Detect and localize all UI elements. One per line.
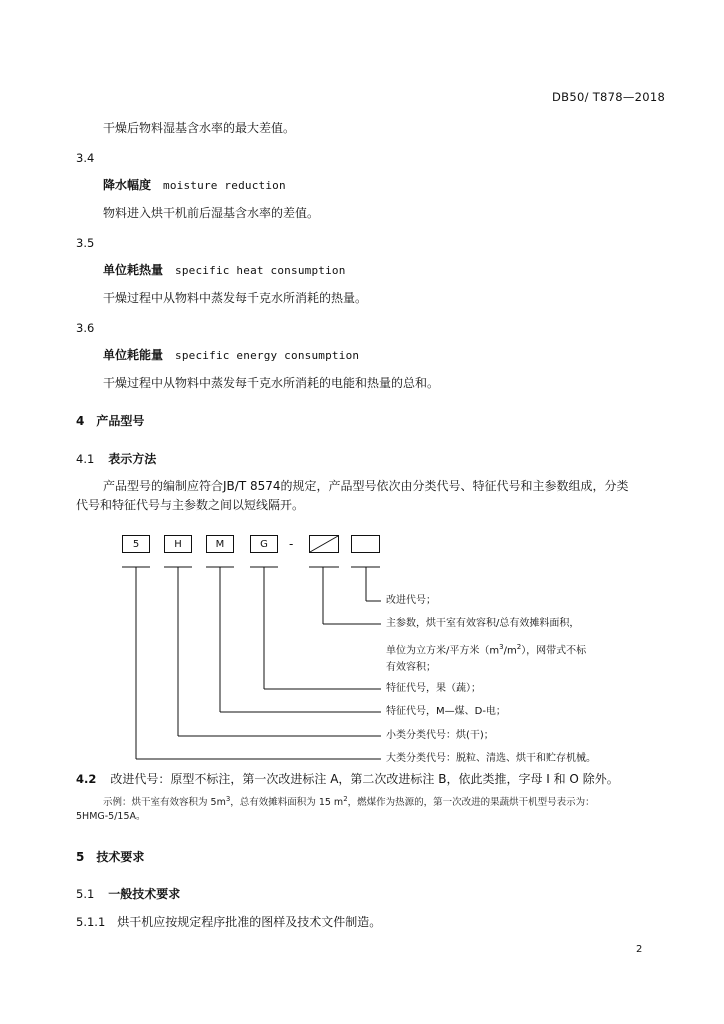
unit-text: 单位为立方米/平方米（m xyxy=(386,645,500,657)
section-title: 技术要求 xyxy=(96,850,145,864)
term-en: specific heat consumption xyxy=(175,264,346,277)
definition-3-5: 干燥过程中从物料中蒸发每千克水所消耗的热量。 xyxy=(103,291,368,305)
definition-3-4: 物料进入烘干机前后湿基含水率的差值。 xyxy=(103,206,320,220)
clause-number-3-6: 3.6 xyxy=(76,321,95,335)
term-en: moisture reduction xyxy=(163,179,286,192)
section-5-1-1 xyxy=(76,914,381,930)
label-main-parameter-2 xyxy=(386,640,586,658)
section-number: 5.1 xyxy=(76,887,95,901)
label-major-class: 大类分类代号：脱粒、清选、烘干和贮存机械。 xyxy=(386,753,596,764)
superscript: 3 xyxy=(225,795,231,803)
section-number: 4.1 xyxy=(76,452,95,466)
superscript: 2 xyxy=(343,795,348,803)
clause-number-3-5: 3.5 xyxy=(76,236,95,250)
label-main-parameter-1: 主参数，烘干室有效容积/总有效摊料面积， xyxy=(386,618,580,629)
section-5-1-heading xyxy=(76,886,180,902)
dash-separator: - xyxy=(289,537,294,551)
example-text: ，燃煤作为热源的，第一次改进的果蔬烘干机型号表示为： xyxy=(347,797,595,809)
page-number: 2 xyxy=(636,944,643,955)
code-box-sub-class: H xyxy=(164,535,192,553)
paragraph-4-1-line1: 产品型号的编制应符合JB/T 8574的规定，产品型号依次由分类代号、特征代号和主参数组成，分类 xyxy=(103,479,629,493)
code-box-feature-fruit: G xyxy=(250,535,278,553)
section-text: 烘干机应按规定程序批准的图样及技术文件制造。 xyxy=(117,915,382,929)
section-title: 表示方法 xyxy=(108,452,157,466)
definition-3-3: 干燥后物料湿基含水率的最大差值。 xyxy=(103,121,296,135)
example-line1 xyxy=(103,792,595,810)
label-main-parameter-3: 有效容积； xyxy=(386,662,436,673)
term-cn: 单位耗热量 xyxy=(103,263,164,277)
section-number: 4 xyxy=(76,414,85,428)
unit-text: /m xyxy=(503,645,517,657)
example-text: 示例：烘干室有效容积为 5m xyxy=(103,797,226,809)
code-box-feature-fuel: M xyxy=(206,535,234,553)
label-feature-fuel: 特征代号，M—煤、D-电； xyxy=(386,706,506,717)
label-sub-class: 小类分类代号：烘(干)； xyxy=(386,730,494,741)
section-title: 一般技术要求 xyxy=(108,887,181,901)
superscript: 3 xyxy=(499,643,504,651)
section-4-2 xyxy=(76,771,619,787)
term-cn: 单位耗能量 xyxy=(103,348,164,362)
unit-text: ），网带式不标 xyxy=(521,645,587,657)
document-number: DB50/ T878—2018 xyxy=(552,90,666,104)
label-improvement-code: 改进代号； xyxy=(386,595,436,606)
term-en: specific energy consumption xyxy=(175,349,360,362)
label-feature-fruit: 特征代号，果（蔬）； xyxy=(386,683,481,694)
term-cn: 降水幅度 xyxy=(103,178,152,192)
section-number: 4.2 xyxy=(76,772,97,786)
paragraph-4-1-line2: 代号和特征代号与主参数之间以短线隔开。 xyxy=(76,498,305,512)
clause-number-3-4: 3.4 xyxy=(76,151,95,165)
section-number: 5.1.1 xyxy=(76,915,106,929)
section-number: 5 xyxy=(76,850,85,864)
superscript: 2 xyxy=(516,643,522,651)
example-text: ，总有效摊料面积为 15 m xyxy=(230,797,344,809)
example-line2: 5HMG-5/15A。 xyxy=(76,811,146,822)
definition-3-6: 干燥过程中从物料中蒸发每千克水所消耗的电能和热量的总和。 xyxy=(103,376,440,390)
section-text: 改进代号：原型不标注，第一次改进标注 A，第二次改进标注 B，依此类推，字母 I 和 O 除外。 xyxy=(110,772,619,786)
section-title: 产品型号 xyxy=(96,414,145,428)
code-box-major-class: 5 xyxy=(122,535,150,553)
section-5-heading xyxy=(76,849,144,865)
